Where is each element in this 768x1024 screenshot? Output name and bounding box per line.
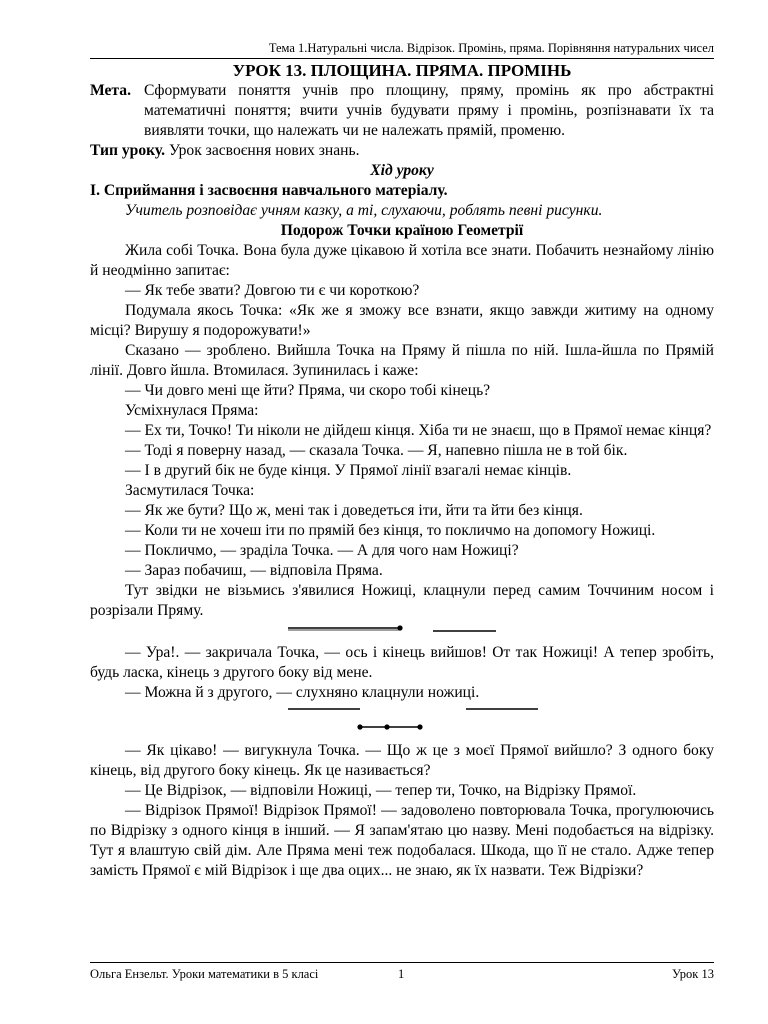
- story-paragraph: — Коли ти не хочеш іти по прямій без кінця, то покличмо на допомогу Ножиці.: [125, 522, 656, 539]
- running-header: Тема 1.Натуральні числа. Відрізок. Промінь, пряма. Порівняння натуральних чисел: [268, 41, 714, 55]
- story-paragraph: Усміхнулася Пряма:: [125, 402, 259, 419]
- segment-drawing: [90, 703, 714, 741]
- ray-end-point: [397, 625, 402, 630]
- teacher-note: Учитель розповідає учням казку, а ті, слухаючи, роблять певні рисунки.: [125, 202, 603, 219]
- story-paragraph: — Можна й з другого, — слухняно клацнули ножиці.: [125, 684, 480, 701]
- lesson-type: [90, 141, 714, 161]
- story-paragraph: Жила собі Точка. Вона була дуже цікавою й хотіла все знати. Побачить незнайому лінію й неодмінно запитає:: [90, 242, 714, 279]
- lesson-title: УРОК 13. ПЛОЩИНА. ПРЯМА. ПРОМІНЬ: [232, 61, 572, 80]
- segment-point: [384, 724, 389, 729]
- goal-text: Сформувати поняття учнів про площину, пряму, промінь як про абстрактні математичні поняття; вчити учнів будувати пряму і промінь, розпізнавати їх та виявляти точки, що належать чи не належать прямій, променю.: [144, 82, 714, 139]
- page-footer: [90, 962, 714, 981]
- story-title: Подорож Точки країною Геометрії: [280, 222, 524, 239]
- story-paragraph: — Як же бути? Що ж, мені так і доведеться іти, йти та йти без кінця.: [125, 502, 583, 519]
- story-paragraph: — Покличмо, — зраділа Точка. — А для чого нам Ножиці?: [125, 542, 519, 559]
- course-heading: Хід уроку: [370, 162, 434, 179]
- story-paragraph: — І в другий бік не буде кінця. У Прямої лінії взагалі немає кінців.: [125, 462, 572, 479]
- ray-drawing: [90, 621, 714, 643]
- document-page: [90, 40, 714, 881]
- footer-lesson: Урок 13: [672, 967, 714, 981]
- story-paragraph: Подумала якось Точка: «Як же я зможу все взнати, якщо завжди житиму на одному місці? Вирушу я подорожувати!»: [90, 302, 714, 339]
- segment-end-point: [417, 724, 422, 729]
- story-paragraph: Тут звідки не візьмись з'явилися Ножиці, клацнули перед самим Точчиним носом і розрізали Пряму.: [90, 582, 714, 619]
- page-number: 1: [398, 967, 405, 981]
- lesson-goal: [90, 81, 714, 141]
- story-paragraph: Сказано — зроблено. Вийшла Точка на Пряму й пішла по ній. Ішла-йшла по Прямій лінії. Довго йшла. Втомилася. Зупинилась і каже:: [90, 342, 714, 379]
- header-rule: [90, 58, 714, 59]
- lesson-type-text: Урок засвоєння нових знань.: [165, 142, 360, 159]
- story-paragraph: — Це Відрізок, — відповіли Ножиці, — тепер ти, Точко, на Відрізку Прямої.: [125, 782, 637, 799]
- story-paragraph: — Ех ти, Точко! Ти ніколи не дійдеш кінця. Хіба ти не знаєш, що в Прямої немає кінця?: [125, 422, 712, 439]
- figure-ray: [90, 621, 714, 643]
- story-paragraph: — Ура!. — закричала Точка, — ось і кінець вийшов! От так Ножиці! А тепер зробіть, будь ласка, кінець з другого боку від мене.: [90, 644, 714, 681]
- story-paragraph: Засмутилася Точка:: [125, 482, 255, 499]
- goal-label: Мета.: [90, 82, 131, 99]
- story-paragraph: — Відрізок Прямої! Відрізок Прямої! — задоволено повторювала Точка, прогулюючись по Відрізку з одного кінця в інший. — Я запам'ятаю цю назву. Мені подобається на відрізку. Тут я влаштую свій дім. Але Пряма мені теж подобалася. Шкода, що її не стало. Адже тепер замість Прямої є мій Відрізок і ще два оцих... не знаю, як їх назвати. Теж Відрізки?: [90, 802, 714, 879]
- story-paragraph: — Тоді я поверну назад, — сказала Точка. — Я, напевно пішла не в той бік.: [125, 442, 628, 459]
- section-heading: І. Сприймання і засвоєння навчального матеріалу.: [90, 182, 448, 199]
- story-paragraph: — Чи довго мені ще йти? Пряма, чи скоро тобі кінець?: [125, 382, 491, 399]
- footer-author: Ольга Ензельт. Уроки математики в 5 класі: [90, 967, 319, 981]
- story-paragraph: — Як тебе звати? Довгою ти є чи короткою?: [125, 282, 420, 299]
- story-paragraph: — Як цікаво! — вигукнула Точка. — Що ж це з моєї Прямої вийшло? З одного боку кінець, від другого боку кінець. Як це називається?: [90, 742, 714, 779]
- story-paragraph: — Зараз побачиш, — відповіла Пряма.: [125, 562, 383, 579]
- lesson-type-label: Тип уроку.: [90, 142, 166, 159]
- segment-end-point: [357, 724, 362, 729]
- figure-segment: [90, 703, 714, 741]
